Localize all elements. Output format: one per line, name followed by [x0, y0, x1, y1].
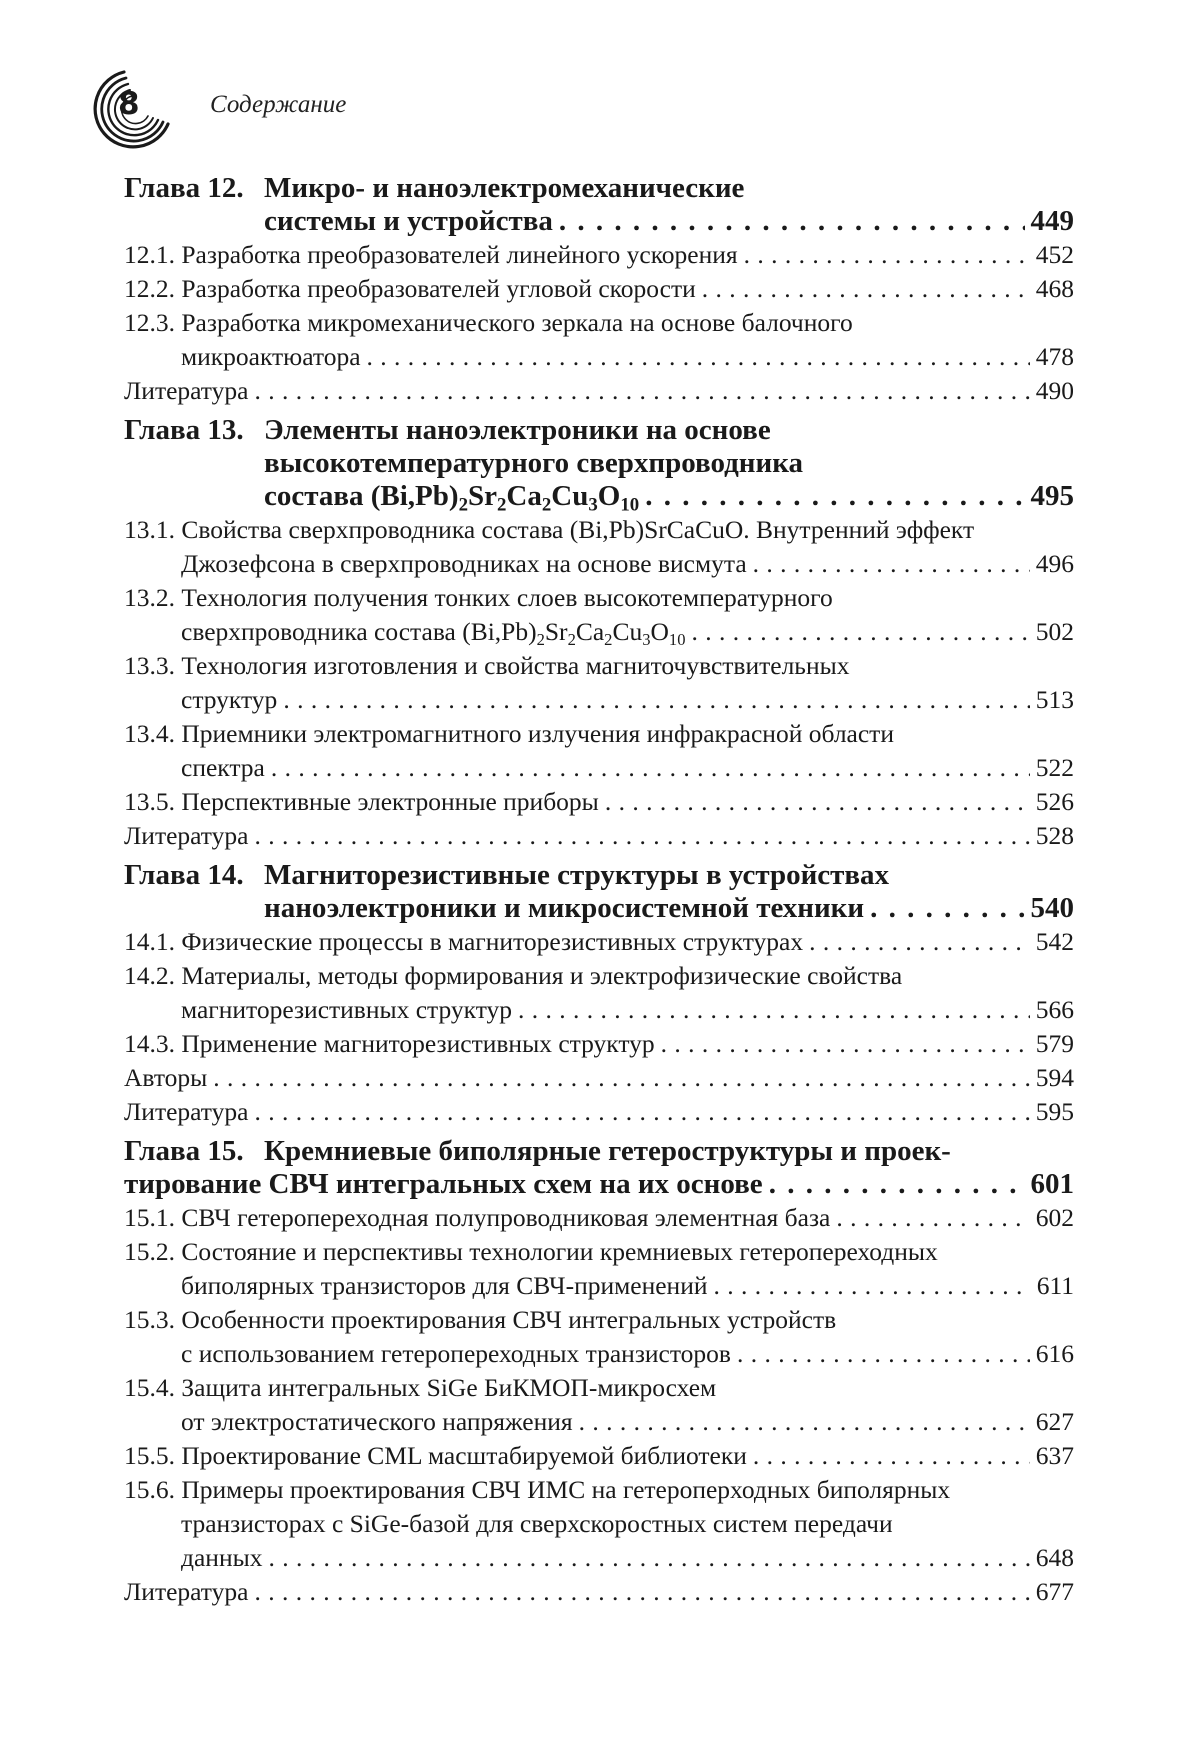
toc-entry-continuation[interactable]: [124, 1507, 1074, 1541]
entry-number: 15.1.: [124, 1203, 175, 1232]
chapter-14: [124, 859, 1074, 1129]
entry-number: 12.3.: [124, 308, 175, 337]
entry-page: 452: [1035, 240, 1074, 269]
chapter-12: [124, 172, 1074, 408]
entry-title: данных: [181, 1543, 263, 1572]
entry-number: 13.2.: [124, 583, 175, 612]
leader-dots: [661, 1027, 1030, 1061]
entry-page: 616: [1035, 1339, 1074, 1368]
entry-number: 13.5.: [124, 787, 175, 816]
entry-number: 15.4.: [124, 1373, 175, 1402]
entry-page: 526: [1035, 787, 1074, 816]
entry-number: 14.3.: [124, 1029, 175, 1058]
leader-dots: [254, 1575, 1029, 1609]
toc-entry[interactable]: [124, 306, 1074, 340]
entry-page: 490: [1035, 376, 1074, 405]
toc-entry-continuation[interactable]: [124, 683, 1074, 717]
entry-number: 13.4.: [124, 719, 175, 748]
entry-title: Разработка преобразователей угловой скорости: [181, 274, 696, 303]
leader-dots: [744, 238, 1030, 272]
entry-title: Перспективные электронные приборы: [181, 787, 599, 816]
toc-entry[interactable]: [124, 1303, 1074, 1337]
entry-page: 542: [1035, 927, 1074, 956]
chapter-13: [124, 414, 1074, 853]
toc-entry[interactable]: [124, 1371, 1074, 1405]
entry-title: Проектирование CML масштабируемой библиотеки: [181, 1441, 747, 1470]
entry-page: 528: [1035, 821, 1074, 850]
entry-page: 468: [1035, 274, 1074, 303]
chapter-15: [124, 1135, 1074, 1609]
entry-page: 579: [1035, 1029, 1074, 1058]
chapter-title-line: [124, 480, 1074, 516]
entry-title: Литература: [124, 1097, 249, 1126]
entry-page: 677: [1035, 1577, 1074, 1606]
toc-entry[interactable]: [124, 959, 1074, 993]
leader-dots: [769, 1168, 1025, 1201]
running-head: Содержание: [210, 91, 347, 118]
entry-page: 611: [1036, 1271, 1074, 1300]
entry-page: 595: [1035, 1097, 1074, 1126]
page-header: [84, 64, 1084, 164]
leader-dots: [367, 340, 1030, 374]
entry-title: Примеры проектирования СВЧ ИМС на гетероперходных биполярных: [181, 1475, 951, 1504]
toc-entry[interactable]: [124, 1575, 1074, 1609]
entry-page: 602: [1035, 1203, 1074, 1232]
entry-title: Применение магниторезистивных структур: [181, 1029, 655, 1058]
toc-entry-continuation[interactable]: [124, 340, 1074, 374]
toc-entry[interactable]: [124, 1027, 1074, 1061]
leader-dots: [714, 1269, 1031, 1303]
entry-page: 522: [1035, 753, 1074, 782]
chapter-title: Кремниевые биполярные гетероструктуры и проек-: [264, 1135, 951, 1167]
entry-number: 12.1.: [124, 240, 175, 269]
entry-title: Литература: [124, 376, 249, 405]
chapter-title-formula: состава $(Bi,Pb)_2Sr_2Ca_2Cu_3O_{10}$: [264, 480, 640, 516]
toc-entry-continuation[interactable]: [124, 1269, 1074, 1303]
entry-title: Разработка микромеханического зеркала на основе балочного: [181, 308, 853, 337]
toc-entry-continuation[interactable]: [124, 1541, 1074, 1575]
chapter-title: наноэлектроники и микросистемной техники: [264, 892, 865, 924]
entry-title: с использованием гетеропереходных транзисторов: [181, 1339, 731, 1368]
entry-number: 14.2.: [124, 961, 175, 990]
leader-dots: [645, 480, 1024, 513]
entry-title: биполярных транзисторов для СВЧ-применений: [181, 1271, 708, 1300]
leader-dots: [271, 751, 1030, 785]
toc-entry-continuation[interactable]: [124, 1405, 1074, 1439]
leader-dots: [579, 1405, 1030, 1439]
leader-dots: [254, 819, 1029, 853]
entry-title: Материалы, методы формирования и электрофизические свойства: [181, 961, 903, 990]
toc-entry-continuation[interactable]: [124, 1337, 1074, 1371]
entry-number: 15.3.: [124, 1305, 175, 1334]
leader-dots: [836, 1201, 1029, 1235]
toc-entry-continuation[interactable]: [124, 547, 1074, 581]
entry-number: 15.5.: [124, 1441, 175, 1470]
entry-title: Джозефсона в сверхпроводниках на основе висмута: [181, 549, 747, 578]
toc-entry[interactable]: [124, 238, 1074, 272]
entry-title: Защита интегральных SiGe БиКМОП-микросхем: [181, 1373, 717, 1402]
chapter-title-line: [124, 859, 1074, 892]
entry-number: 12.2.: [124, 274, 175, 303]
chapter-title: системы и устройства: [264, 205, 553, 237]
toc-entry[interactable]: [124, 374, 1074, 408]
leader-dots: [559, 205, 1025, 238]
entry-title: от электростатического напряжения: [181, 1407, 573, 1436]
leader-dots: [605, 785, 1030, 819]
toc-entry[interactable]: [124, 1201, 1074, 1235]
entry-title: Состояние и перспективы технологии кремниевых гетеропереходных: [181, 1237, 938, 1266]
toc-entry[interactable]: [124, 819, 1074, 853]
chapter-title: высокотемпературного сверхпроводника: [264, 447, 803, 479]
toc-entry[interactable]: [124, 1439, 1074, 1473]
chapter-title: тирование СВЧ интегральных схем на их основе: [124, 1168, 763, 1200]
entry-title: Особенности проектирования СВЧ интегральных устройств: [181, 1305, 837, 1334]
page-number: 8: [118, 86, 140, 122]
toc-entry[interactable]: [124, 513, 1074, 547]
toc-entry[interactable]: [124, 717, 1074, 751]
entry-title: микроактюатора: [181, 342, 361, 371]
leader-dots: [283, 683, 1029, 717]
chapter-page: 495: [1030, 480, 1074, 512]
chapter-label: Глава 12.: [124, 172, 244, 204]
toc-entry[interactable]: [124, 1235, 1074, 1269]
leader-dots: [753, 1439, 1030, 1473]
toc-entry-continuation[interactable]: [124, 993, 1074, 1027]
entry-number: 13.1.: [124, 515, 175, 544]
chapter-title-line: [124, 892, 1074, 925]
toc-entry[interactable]: [124, 1061, 1074, 1095]
entry-page: 566: [1035, 995, 1074, 1024]
entry-page: 637: [1035, 1441, 1074, 1470]
leader-dots: [702, 272, 1030, 306]
entry-number: 13.3.: [124, 651, 175, 680]
toc-entry-continuation[interactable]: [124, 615, 1074, 649]
chapter-title: Магниторезистивные структуры в устройствах: [264, 859, 890, 891]
toc-entry[interactable]: [124, 785, 1074, 819]
toc-entry[interactable]: [124, 581, 1074, 615]
entry-page: 513: [1035, 685, 1074, 714]
chapter-page: 449: [1030, 205, 1074, 237]
chapter-label: Глава 14.: [124, 859, 244, 891]
leader-dots: [268, 1541, 1029, 1575]
chapter-label: Глава 13.: [124, 414, 244, 446]
chapter-title-line: [124, 172, 1074, 205]
toc-entry[interactable]: [124, 649, 1074, 683]
entry-title: Разработка преобразователей линейного ускорения: [181, 240, 738, 269]
leader-dots: [254, 374, 1029, 408]
entry-title: Приемники электромагнитного излучения инфракрасной области: [181, 719, 894, 748]
chapter-page: 540: [1030, 892, 1074, 924]
entry-title: магниторезистивных структур: [181, 995, 513, 1024]
entry-page: 496: [1035, 549, 1074, 578]
entry-page: 627: [1035, 1407, 1074, 1436]
entry-title: Технология получения тонких слоев высокотемпературного: [181, 583, 833, 612]
leader-dots: [870, 892, 1024, 925]
entry-number: 14.1.: [124, 927, 175, 956]
chapter-title-line: [124, 414, 1074, 447]
entry-title: спектра: [181, 753, 265, 782]
toc-entry[interactable]: [124, 1473, 1074, 1507]
toc-entry[interactable]: [124, 925, 1074, 959]
entry-title-formula: сверхпроводника состава $(Bi,Pb)_2Sr_2Ca_2Cu_3O_{10}$: [181, 617, 686, 649]
chapter-title-line: [124, 205, 1074, 238]
entry-page: 594: [1035, 1063, 1074, 1092]
entry-page: 478: [1035, 342, 1074, 371]
entry-title: СВЧ гетеропереходная полупроводниковая элементная база: [181, 1203, 831, 1232]
chapter-page: 601: [1030, 1168, 1074, 1200]
entry-title: Литература: [124, 1577, 249, 1606]
entry-title: Литература: [124, 821, 249, 850]
chapter-title: Элементы наноэлектроники на основе: [264, 414, 771, 446]
toc-entry[interactable]: [124, 1095, 1074, 1129]
entry-title: Технология изготовления и свойства магниточувствительных: [181, 651, 850, 680]
leader-dots: [518, 993, 1030, 1027]
entry-title: транзисторах с SiGe-базой для сверхскоростных систем передачи: [181, 1509, 893, 1538]
entry-title: структур: [181, 685, 278, 714]
toc-entry-continuation[interactable]: [124, 751, 1074, 785]
chapter-title-line: [124, 1135, 1074, 1168]
chapter-title-line: [124, 1168, 1074, 1201]
toc-entry[interactable]: [124, 272, 1074, 306]
chapter-title-line: [124, 447, 1074, 480]
leader-dots: [254, 1095, 1029, 1129]
table-of-contents: [124, 172, 1074, 1609]
leader-dots: [691, 615, 1029, 649]
chapter-title: Микро- и наноэлектромеханические: [264, 172, 745, 204]
entry-number: 15.6.: [124, 1475, 175, 1504]
entry-title: Физические процессы в магниторезистивных структурах: [181, 927, 804, 956]
leader-dots: [809, 925, 1030, 959]
entry-number: 15.2.: [124, 1237, 175, 1266]
entry-page: 502: [1035, 617, 1074, 646]
leader-dots: [213, 1061, 1029, 1095]
entry-title: Авторы: [124, 1063, 208, 1092]
entry-page: 648: [1035, 1543, 1074, 1572]
leader-dots: [753, 547, 1030, 581]
leader-dots: [737, 1337, 1030, 1371]
entry-title: Свойства сверхпроводника состава (Bi,Pb)SrCaCuO. Внутренний эффект: [181, 515, 975, 544]
chapter-label: Глава 15.: [124, 1135, 244, 1167]
